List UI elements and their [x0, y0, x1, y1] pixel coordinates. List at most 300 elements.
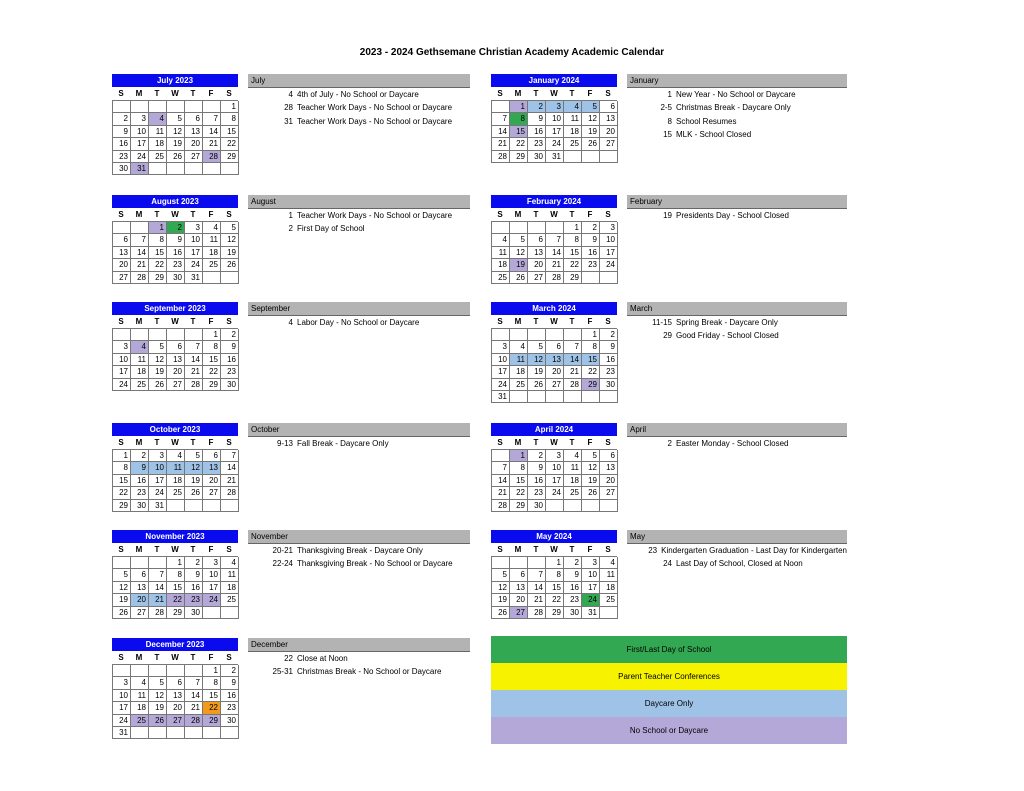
event-date: 1	[288, 211, 293, 220]
day-cell: 19	[149, 366, 167, 378]
weekday-label: S	[118, 653, 124, 662]
empty-cell	[510, 329, 528, 341]
calendar-may-2024	[491, 530, 617, 619]
month-header: September 2023	[112, 302, 238, 315]
event-row	[627, 88, 847, 101]
empty-cell	[185, 329, 203, 341]
day-cell: 4	[510, 341, 528, 353]
empty-cell	[113, 329, 131, 341]
day-cell: 20	[167, 702, 185, 714]
month-header: May 2024	[491, 530, 617, 543]
day-cell: 28	[221, 487, 239, 499]
event-month-header: July	[248, 74, 470, 88]
weekday-label: S	[226, 438, 232, 447]
month-header: November 2023	[112, 530, 238, 543]
day-cell: 24	[185, 259, 203, 271]
day-cell: 21	[185, 366, 203, 378]
empty-cell	[492, 557, 510, 569]
day-cell: 25	[564, 487, 582, 499]
day-cell: 30	[564, 607, 582, 619]
weekday-label: S	[497, 545, 503, 554]
day-cell: 17	[203, 582, 221, 594]
day-cell: 7	[131, 234, 149, 246]
day-cell: 23	[131, 487, 149, 499]
weekday-label: F	[208, 438, 214, 447]
event-date: 8	[667, 116, 672, 126]
day-cell: 3	[582, 557, 600, 569]
weekday-label: S	[497, 89, 503, 98]
day-cell: 29	[167, 607, 185, 619]
legend-item-first-last-day: First/Last Day of School	[491, 636, 847, 663]
empty-cell	[564, 391, 582, 403]
day-cell: 21	[131, 259, 149, 271]
weekday-label: F	[208, 89, 214, 98]
day-cell: 12	[149, 354, 167, 366]
day-cell: 18	[492, 259, 510, 271]
event-date: 2	[288, 224, 293, 234]
day-cell: 28	[492, 500, 510, 512]
day-cell: 2	[113, 113, 131, 125]
day-cell: 3	[546, 101, 564, 113]
weekday-label: T	[154, 210, 160, 219]
weekday-header	[491, 543, 617, 556]
day-cell: 7	[203, 113, 221, 125]
day-cell: 17	[492, 366, 510, 378]
events-march	[627, 302, 847, 343]
day-cell: 1	[221, 101, 239, 113]
event-text: 4th of July - No School or Daycare	[297, 90, 419, 99]
day-cell: 22	[564, 259, 582, 271]
weekday-header	[112, 651, 238, 664]
day-cell: 13	[131, 582, 149, 594]
day-cell: 27	[185, 151, 203, 163]
day-cell: 25	[510, 379, 528, 391]
event-month-header: April	[627, 423, 847, 437]
weekday-label: S	[605, 545, 611, 554]
day-cell: 2	[528, 450, 546, 462]
day-cell: 16	[221, 354, 239, 366]
calendar-september-2023	[112, 302, 238, 391]
event-text: Last Day of School, Closed at Noon	[676, 559, 803, 569]
day-cell: 28	[546, 272, 564, 284]
day-cell: 12	[510, 247, 528, 259]
empty-cell	[185, 101, 203, 113]
day-cell: 12	[113, 582, 131, 594]
month-header: March 2024	[491, 302, 617, 315]
day-cell: 18	[131, 702, 149, 714]
day-cell: 3	[113, 677, 131, 689]
day-cell: 26	[582, 138, 600, 150]
day-cell: 10	[492, 354, 510, 366]
day-cell: 27	[113, 272, 131, 284]
day-cell: 9	[528, 113, 546, 125]
day-grid	[491, 221, 617, 284]
month-header: October 2023	[112, 423, 238, 436]
day-cell: 7	[564, 341, 582, 353]
day-cell: 14	[221, 462, 239, 474]
day-cell: 17	[582, 582, 600, 594]
day-cell: 15	[203, 690, 221, 702]
day-cell: 4	[203, 222, 221, 234]
day-cell: 8	[564, 234, 582, 246]
day-cell: 23	[221, 366, 239, 378]
event-row	[627, 115, 847, 128]
empty-cell	[528, 391, 546, 403]
day-cell: 5	[492, 569, 510, 581]
event-text: First Day of School	[297, 224, 365, 234]
day-cell: 13	[185, 126, 203, 138]
empty-cell	[149, 727, 167, 739]
day-cell: 10	[113, 690, 131, 702]
day-cell: 2	[131, 450, 149, 462]
day-cell: 20	[528, 259, 546, 271]
day-cell: 28	[528, 607, 546, 619]
empty-cell	[600, 607, 618, 619]
day-cell: 6	[510, 569, 528, 581]
day-cell: 13	[167, 690, 185, 702]
calendar-february-2024	[491, 195, 617, 284]
day-cell: 1	[546, 557, 564, 569]
weekday-label: M	[135, 317, 143, 326]
event-text: Easter Monday - School Closed	[676, 439, 789, 448]
day-cell: 9	[113, 126, 131, 138]
event-text: Christmas Break - Daycare Only	[676, 103, 791, 113]
day-cell: 23	[582, 259, 600, 271]
day-cell: 1	[203, 665, 221, 677]
event-month-header: December	[248, 638, 470, 652]
event-row	[627, 557, 847, 570]
day-cell: 14	[185, 690, 203, 702]
day-cell: 16	[167, 247, 185, 259]
event-row	[248, 665, 470, 678]
day-cell: 30	[600, 379, 618, 391]
day-cell: 21	[492, 487, 510, 499]
weekday-label: F	[587, 438, 593, 447]
empty-cell	[492, 329, 510, 341]
events-october	[248, 423, 470, 450]
event-row	[627, 128, 847, 141]
events-september	[248, 302, 470, 329]
weekday-label: M	[514, 438, 522, 447]
day-cell: 21	[149, 594, 167, 606]
weekday-label: M	[514, 545, 522, 554]
day-cell: 26	[185, 487, 203, 499]
day-cell: 4	[492, 234, 510, 246]
empty-cell	[600, 391, 618, 403]
day-cell: 28	[185, 715, 203, 727]
event-month-header: February	[627, 195, 847, 209]
empty-cell	[528, 222, 546, 234]
empty-cell	[221, 163, 239, 175]
day-cell: 16	[113, 138, 131, 150]
event-date: 25-31	[272, 667, 293, 677]
calendar-april-2024	[491, 423, 617, 512]
day-cell: 15	[510, 126, 528, 138]
day-cell: 25	[167, 487, 185, 499]
day-cell: 5	[149, 677, 167, 689]
day-cell: 16	[600, 354, 618, 366]
weekday-header	[112, 436, 238, 449]
weekday-label: T	[569, 545, 575, 554]
empty-cell	[149, 665, 167, 677]
event-date: 2-5	[660, 103, 672, 113]
day-cell: 24	[113, 379, 131, 391]
weekday-label: S	[226, 545, 232, 554]
day-cell: 10	[546, 462, 564, 474]
day-cell: 19	[113, 594, 131, 606]
event-month-header: January	[627, 74, 847, 88]
empty-cell	[149, 557, 167, 569]
event-row	[627, 209, 847, 222]
day-grid	[491, 100, 617, 163]
empty-cell	[221, 727, 239, 739]
day-cell: 26	[167, 151, 185, 163]
weekday-label: S	[605, 317, 611, 326]
empty-cell	[546, 500, 564, 512]
day-cell: 25	[131, 379, 149, 391]
event-text: Teacher Work Days - No School or Daycare	[297, 211, 453, 220]
empty-cell	[113, 101, 131, 113]
weekday-label: F	[587, 317, 593, 326]
day-cell: 29	[221, 151, 239, 163]
day-cell: 13	[600, 113, 618, 125]
day-cell: 6	[546, 341, 564, 353]
day-cell: 10	[113, 354, 131, 366]
events-november	[248, 530, 470, 571]
event-date: 11-15	[652, 318, 672, 327]
event-row	[627, 437, 847, 450]
weekday-label: W	[550, 545, 558, 554]
calendar-november-2023	[112, 530, 238, 619]
day-cell: 6	[167, 677, 185, 689]
day-cell: 6	[203, 450, 221, 462]
day-cell: 3	[185, 222, 203, 234]
day-cell: 18	[564, 475, 582, 487]
day-cell: 15	[167, 582, 185, 594]
day-cell: 2	[582, 222, 600, 234]
day-cell: 1	[113, 450, 131, 462]
day-cell: 19	[492, 594, 510, 606]
day-cell: 12	[185, 462, 203, 474]
weekday-label: W	[550, 210, 558, 219]
weekday-label: S	[497, 438, 503, 447]
day-cell: 30	[131, 500, 149, 512]
day-cell: 6	[528, 234, 546, 246]
empty-cell	[492, 450, 510, 462]
empty-cell	[510, 391, 528, 403]
empty-cell	[510, 222, 528, 234]
day-cell: 26	[510, 272, 528, 284]
day-cell: 13	[113, 247, 131, 259]
day-cell: 24	[149, 487, 167, 499]
day-cell: 30	[113, 163, 131, 175]
day-cell: 9	[167, 234, 185, 246]
day-cell: 20	[600, 475, 618, 487]
day-cell: 25	[131, 715, 149, 727]
event-date: 4	[288, 90, 293, 99]
day-cell: 26	[528, 379, 546, 391]
weekday-label: M	[514, 317, 522, 326]
day-cell: 7	[528, 569, 546, 581]
event-date: 24	[663, 559, 672, 569]
day-cell: 29	[203, 715, 221, 727]
day-cell: 17	[185, 247, 203, 259]
empty-cell	[185, 665, 203, 677]
day-cell: 10	[149, 462, 167, 474]
empty-cell	[600, 151, 618, 163]
weekday-label: M	[514, 89, 522, 98]
day-cell: 4	[221, 557, 239, 569]
day-cell: 6	[185, 113, 203, 125]
day-cell: 13	[600, 462, 618, 474]
day-cell: 2	[221, 329, 239, 341]
day-cell: 8	[510, 462, 528, 474]
day-cell: 3	[149, 450, 167, 462]
empty-cell	[203, 607, 221, 619]
empty-cell	[167, 163, 185, 175]
weekday-label: T	[154, 438, 160, 447]
day-cell: 15	[203, 354, 221, 366]
day-cell: 29	[203, 379, 221, 391]
event-text: Kindergarten Graduation - Last Day for Kindergarten	[661, 546, 847, 555]
day-cell: 9	[582, 234, 600, 246]
event-text: Fall Break - Daycare Only	[297, 439, 389, 448]
empty-cell	[203, 163, 221, 175]
day-cell: 20	[546, 366, 564, 378]
empty-cell	[185, 500, 203, 512]
empty-cell	[564, 500, 582, 512]
day-cell: 3	[546, 450, 564, 462]
day-cell: 21	[528, 594, 546, 606]
day-grid	[491, 556, 617, 619]
event-text: Spring Break - Daycare Only	[676, 318, 778, 327]
day-cell: 18	[203, 247, 221, 259]
event-row	[627, 101, 847, 114]
day-cell: 6	[167, 341, 185, 353]
calendar-october-2023	[112, 423, 238, 512]
weekday-header	[112, 87, 238, 100]
empty-cell	[185, 727, 203, 739]
weekday-label: S	[497, 317, 503, 326]
day-cell: 23	[564, 594, 582, 606]
event-row	[248, 316, 470, 329]
day-cell: 22	[113, 487, 131, 499]
day-cell: 23	[600, 366, 618, 378]
day-cell: 15	[113, 475, 131, 487]
day-cell: 17	[546, 126, 564, 138]
legend-item-no-school: No School or Daycare	[491, 717, 847, 744]
day-cell: 17	[149, 475, 167, 487]
day-cell: 19	[528, 366, 546, 378]
day-cell: 29	[149, 272, 167, 284]
day-cell: 7	[546, 234, 564, 246]
day-cell: 8	[546, 569, 564, 581]
day-cell: 5	[149, 341, 167, 353]
day-cell: 10	[203, 569, 221, 581]
event-row	[248, 652, 470, 665]
event-text: MLK - School Closed	[676, 130, 752, 140]
event-text: Thanksgiving Break - Daycare Only	[297, 546, 423, 555]
day-cell: 19	[185, 475, 203, 487]
empty-cell	[113, 665, 131, 677]
events-january	[627, 74, 847, 142]
day-cell: 20	[600, 126, 618, 138]
day-cell: 22	[167, 594, 185, 606]
event-date: 28	[284, 103, 293, 113]
weekday-label: T	[533, 210, 539, 219]
empty-cell	[167, 329, 185, 341]
event-row	[627, 316, 847, 329]
day-cell: 6	[131, 569, 149, 581]
weekday-label: W	[550, 317, 558, 326]
day-cell: 21	[492, 138, 510, 150]
event-row	[627, 544, 847, 557]
event-row	[627, 329, 847, 342]
day-cell: 26	[582, 487, 600, 499]
day-cell: 26	[149, 379, 167, 391]
day-cell: 25	[221, 594, 239, 606]
day-cell: 10	[185, 234, 203, 246]
weekday-label: S	[118, 317, 124, 326]
day-cell: 17	[113, 366, 131, 378]
weekday-label: W	[550, 89, 558, 98]
weekday-label: T	[533, 317, 539, 326]
day-cell: 15	[564, 247, 582, 259]
weekday-label: F	[587, 89, 593, 98]
day-cell: 7	[185, 341, 203, 353]
day-cell: 23	[528, 487, 546, 499]
day-cell: 8	[167, 569, 185, 581]
event-text: Close at Noon	[297, 654, 348, 663]
day-cell: 3	[203, 557, 221, 569]
day-cell: 23	[185, 594, 203, 606]
weekday-label: T	[190, 89, 196, 98]
day-cell: 8	[203, 677, 221, 689]
day-cell: 14	[149, 582, 167, 594]
event-date: 19	[663, 211, 672, 220]
day-cell: 16	[528, 475, 546, 487]
empty-cell	[149, 101, 167, 113]
day-cell: 14	[203, 126, 221, 138]
day-cell: 21	[203, 138, 221, 150]
empty-cell	[185, 163, 203, 175]
empty-cell	[564, 329, 582, 341]
empty-cell	[221, 607, 239, 619]
events-february	[627, 195, 847, 222]
event-text: Presidents Day - School Closed	[676, 211, 789, 220]
day-cell: 1	[167, 557, 185, 569]
day-cell: 5	[582, 450, 600, 462]
calendar-march-2024	[491, 302, 617, 403]
day-cell: 24	[582, 594, 600, 606]
event-row	[248, 115, 470, 128]
event-text: Teacher Work Days - No School or Daycare	[297, 116, 453, 126]
day-cell: 27	[203, 487, 221, 499]
empty-cell	[113, 222, 131, 234]
day-cell: 4	[167, 450, 185, 462]
day-cell: 1	[149, 222, 167, 234]
weekday-header	[112, 543, 238, 556]
weekday-label: S	[226, 210, 232, 219]
day-cell: 3	[131, 113, 149, 125]
day-cell: 21	[564, 366, 582, 378]
events-august	[248, 195, 470, 236]
day-cell: 22	[203, 366, 221, 378]
day-cell: 4	[131, 341, 149, 353]
day-cell: 27	[167, 715, 185, 727]
day-cell: 30	[528, 151, 546, 163]
day-cell: 15	[546, 582, 564, 594]
